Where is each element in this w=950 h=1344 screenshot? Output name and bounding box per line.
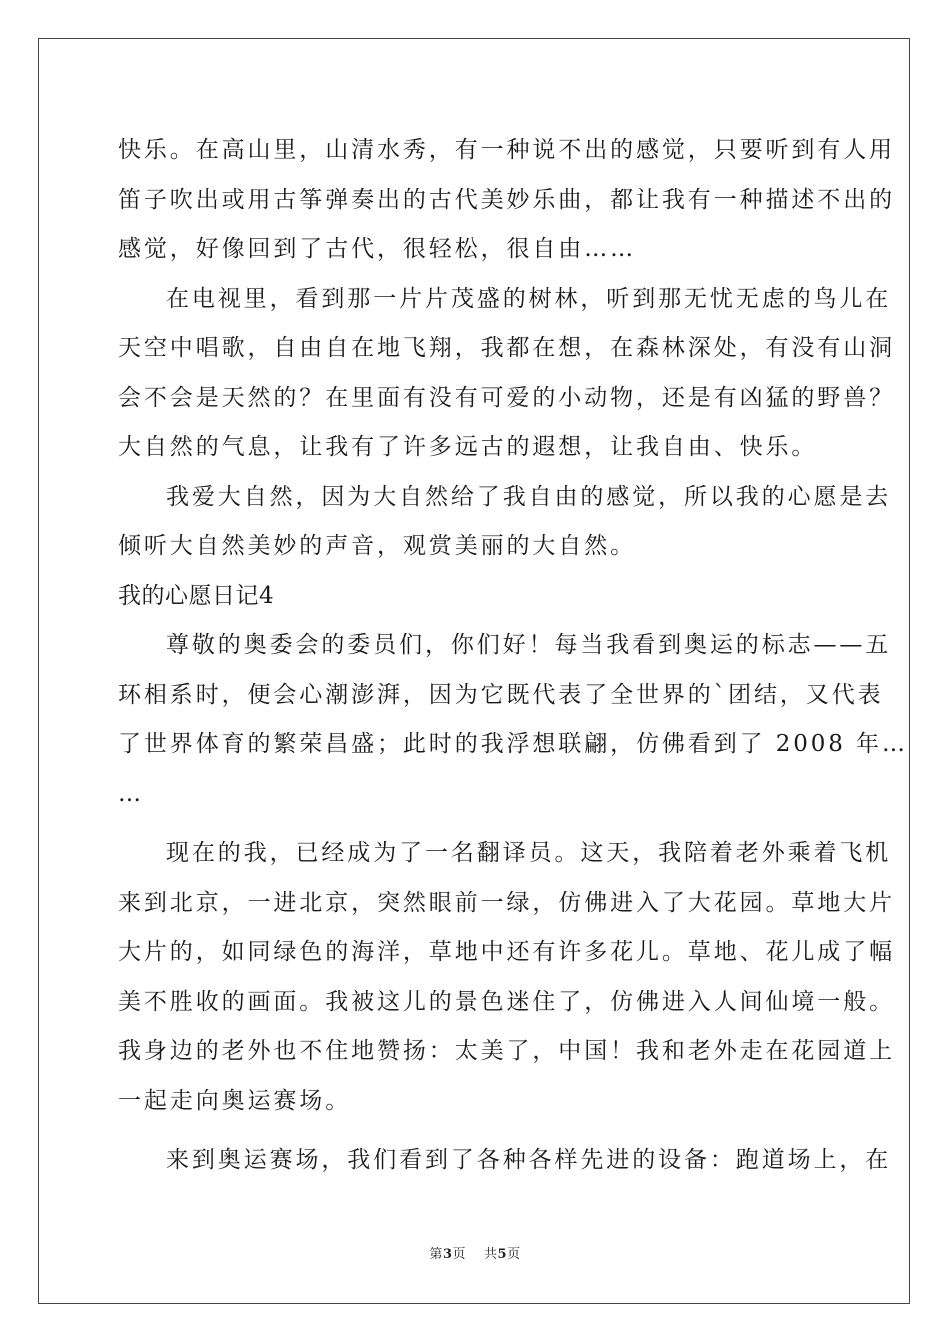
text-line: 美不胜收的画面。我被这儿的景色迷住了，仿佛进入人间仙境一般。 — [118, 988, 895, 1015]
paragraph — [118, 621, 908, 819]
text-line: 快乐。在高山里，山清水秀，有一种说不出的感觉，只要听到有人用 — [118, 137, 895, 163]
footer-total-prefix: 共 — [484, 1247, 498, 1262]
paragraph — [118, 275, 895, 473]
text-line: 天空中唱歌，自由自在地飞翔，我都在想，在森林深处，有没有山洞 — [118, 335, 895, 361]
text-line: 我身边的老外也不住地赞扬：太美了，中国！我和老外走在花园道上 — [118, 1038, 895, 1064]
paragraph — [118, 829, 895, 1126]
document-body — [118, 126, 908, 1186]
total-pages: 5 — [497, 1247, 508, 1262]
text-line: 尊敬的奥委会的委员们，你们好！每当我看到奥运的标志——五 — [166, 632, 892, 658]
text-line: 了世界体育的繁荣昌盛；此时的我浮想联翩，仿佛看到了 2008 年… — [118, 731, 908, 757]
text-line: 环相系时，便会心潮澎湃，因为它既代表了全世界的`团结，又代表 — [118, 681, 884, 708]
text-line: … — [118, 780, 144, 807]
paragraph — [118, 1136, 892, 1186]
text-line: 来到奥运赛场，我们看到了各种各样先进的设备：跑道场上，在 — [166, 1147, 892, 1173]
paragraph — [118, 473, 892, 572]
text-line: 我爱大自然，因为大自然给了我自由的感觉，所以我的心愿是去 — [166, 483, 892, 510]
page-footer — [0, 1243, 950, 1262]
text-line: 大自然的气息，让我有了许多远古的遐想，让我自由、快乐。 — [118, 434, 818, 460]
text-line: 来到北京，一进北京，突然眼前一绿，仿佛进入了大花园。草地大片 — [118, 889, 895, 916]
text-line: 感觉，好像回到了古代，很轻松，很自由…… — [118, 236, 636, 262]
paragraph-gap — [118, 1126, 834, 1136]
text-line: 笛子吹出或用古筝弹奏出的古代美妙乐曲，都让我有一种描述不出的 — [118, 186, 895, 213]
paragraph-gap — [118, 819, 834, 829]
text-line: 会不会是天然的？在里面有没有可爱的小动物，还是有凶猛的野兽？ — [118, 384, 895, 411]
footer-prefix: 第 — [429, 1247, 443, 1262]
paragraph — [118, 126, 895, 275]
text-line: 在电视里，看到那一片片茂盛的树林，听到那无忧无虑的鸟儿在 — [166, 285, 892, 312]
heading-text: 我的心愿日记4 — [118, 582, 275, 609]
text-line: 一起走向奥运赛场。 — [118, 1087, 352, 1114]
section-heading — [118, 572, 834, 622]
text-line: 现在的我，已经成为了一名翻译员。这天，我陪着老外乘着飞机 — [166, 840, 892, 866]
text-line: 大片的，如同绿色的海洋，草地中还有许多花儿。草地、花儿成了幅 — [118, 939, 895, 965]
text-line: 倾听大自然美妙的声音，观赏美丽的大自然。 — [118, 533, 636, 559]
footer-page-unit: 页 — [452, 1247, 466, 1262]
footer-total-unit: 页 — [507, 1247, 521, 1262]
page-number: 3 — [442, 1247, 453, 1262]
